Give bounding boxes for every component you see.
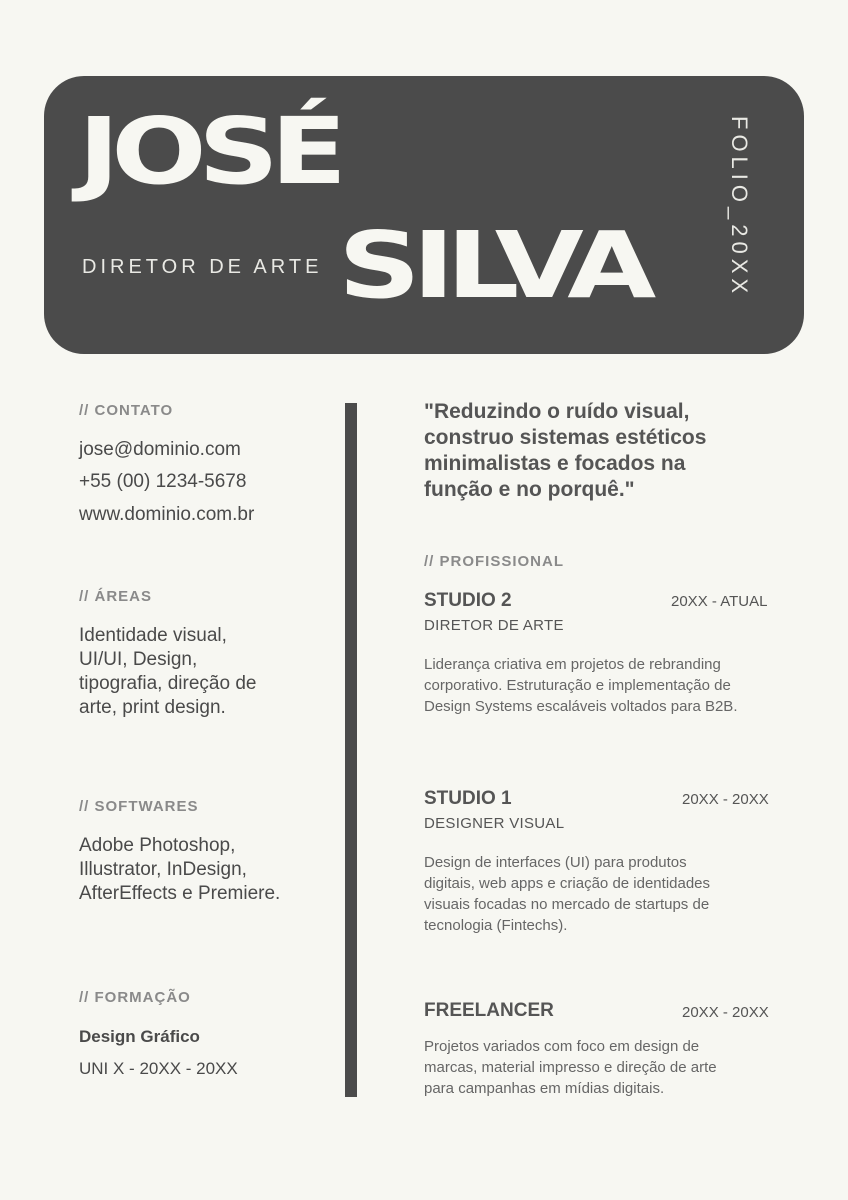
job-company: STUDIO 2 [424, 590, 512, 611]
professional-section-label: // PROFISSIONAL [424, 553, 565, 570]
job-company: FREELANCER [424, 1000, 554, 1021]
job-dates: 20XX - 20XX [682, 1004, 769, 1021]
first-name: JOSÉ [78, 98, 339, 205]
job-company: STUDIO 1 [424, 788, 512, 809]
job-description: Projetos variados com foco em design de marcas, material impresso e direção de arte para campanhas em mídias digitais. [424, 1038, 717, 1097]
education-course: Design Gráfico [79, 1027, 200, 1046]
education-section-label: // FORMAÇÃO [79, 989, 191, 1006]
softwares-section-label: // SOFTWARES [79, 798, 199, 815]
contact-phone[interactable]: +55 (00) 1234-5678 [79, 471, 247, 492]
areas-text: Identidade visual, UI/UI, Design, tipografia, direção de arte, print design. [79, 625, 257, 718]
job-dates: 20XX - ATUAL [671, 593, 768, 610]
contact-website[interactable]: www.dominio.com.br [79, 504, 255, 525]
contact-section-label: // CONTATO [79, 402, 174, 419]
column-divider [345, 403, 357, 1097]
header-banner [44, 76, 804, 354]
job-title: DIRETOR DE ARTE [82, 256, 323, 278]
job-description: Design de interfaces (UI) para produtos digitais, web apps e criação de identidades visuais focadas no mercado de startups de tecnologia (Fintechs). [424, 854, 711, 934]
job-dates: 20XX - 20XX [682, 791, 769, 808]
softwares-text: Adobe Photoshop, Illustrator, InDesign, AfterEffects e Premiere. [79, 835, 281, 904]
areas-section-label: // ÁREAS [79, 588, 153, 605]
job-role: DIRETOR DE ARTE [424, 617, 564, 634]
personal-quote: "Reduzindo o ruído visual, construo sistemas estéticos minimalistas e focados na função e no porquê." [424, 400, 707, 501]
job-role: DESIGNER VISUAL [424, 815, 565, 832]
education-institution: UNI X - 20XX - 20XX [79, 1059, 238, 1078]
folio-label: FOLIO_20XX [727, 116, 752, 299]
contact-email[interactable]: jose@dominio.com [79, 439, 241, 460]
last-name: SILVA [338, 212, 648, 319]
job-description: Liderança criativa em projetos de rebranding corporativo. Estruturação e implementação de Design Systems escaláveis voltados para B2B. [424, 656, 738, 715]
